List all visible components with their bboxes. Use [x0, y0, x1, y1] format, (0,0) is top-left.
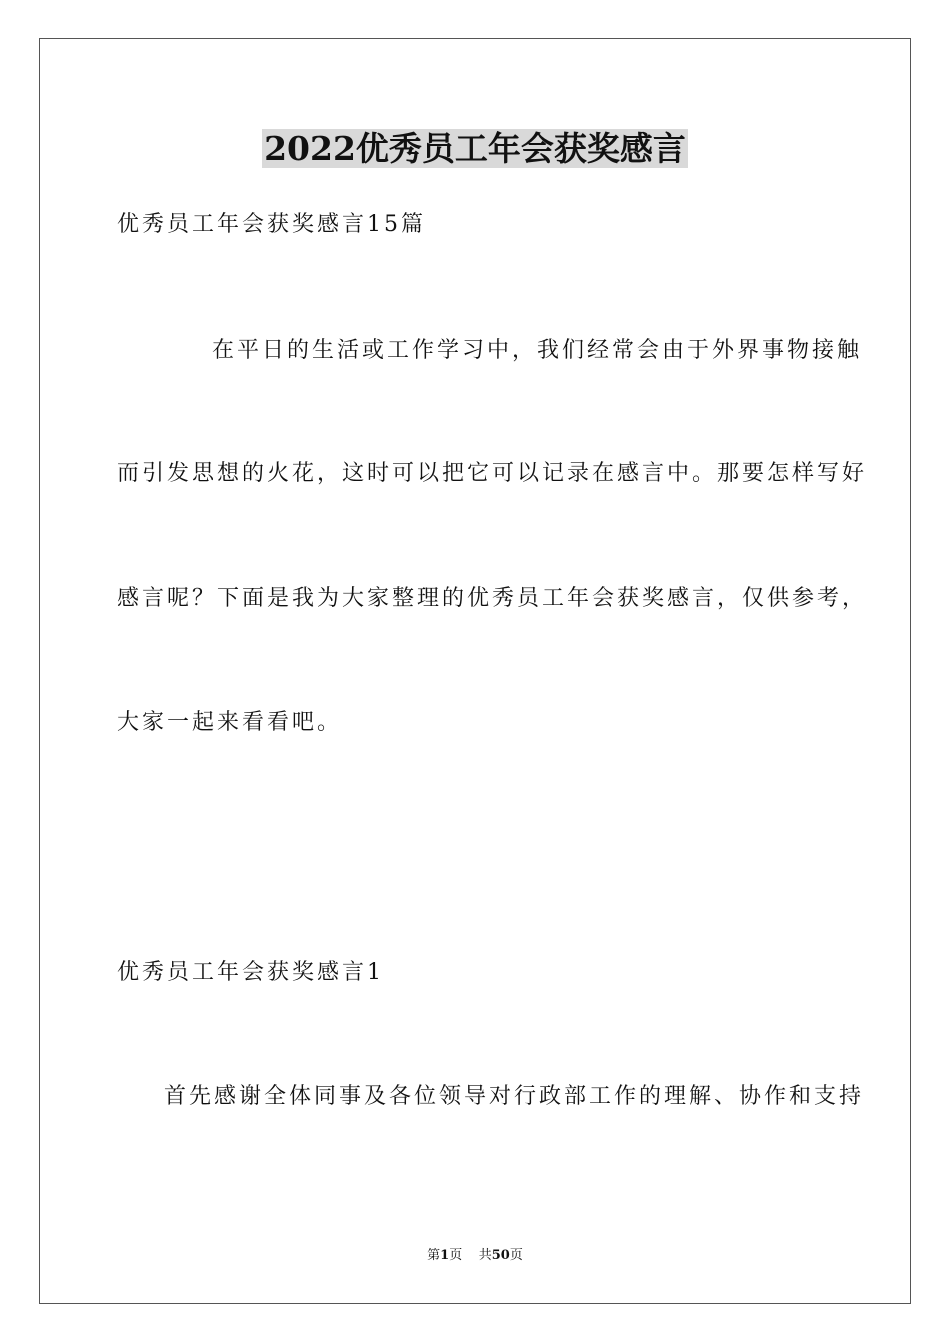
footer-total-pages: 50 — [491, 1248, 510, 1263]
footer-page-suffix: 页 — [449, 1248, 463, 1263]
intro-line-3: 感言呢？下面是我为大家整理的优秀员工年会获奖感言，仅供参考， — [117, 586, 868, 611]
intro-line-4: 大家一起来看看吧。 — [117, 710, 343, 735]
footer-total-prefix: 共 — [478, 1248, 492, 1263]
section-first-line: 首先感谢全体同事及各位领导对行政部工作的理解、协作和支持 — [164, 1084, 865, 1109]
document-subtitle: 优秀员工年会获奖感言15篇 — [117, 212, 426, 237]
document-title — [0, 124, 950, 174]
page-footer — [0, 1246, 950, 1266]
document-title-text: 2022优秀员工年会获奖感言 — [264, 129, 686, 168]
intro-line-2: 而引发思想的火花，这时可以把它可以记录在感言中。那要怎样写好 — [117, 461, 868, 486]
intro-line-1: 在平日的生活或工作学习中，我们经常会由于外界事物接触 — [212, 338, 863, 363]
footer-total-suffix: 页 — [509, 1248, 523, 1263]
footer-page-prefix: 第 — [427, 1248, 441, 1263]
footer-page-number: 1 — [440, 1248, 450, 1263]
section-heading: 优秀员工年会获奖感言1 — [117, 960, 384, 985]
